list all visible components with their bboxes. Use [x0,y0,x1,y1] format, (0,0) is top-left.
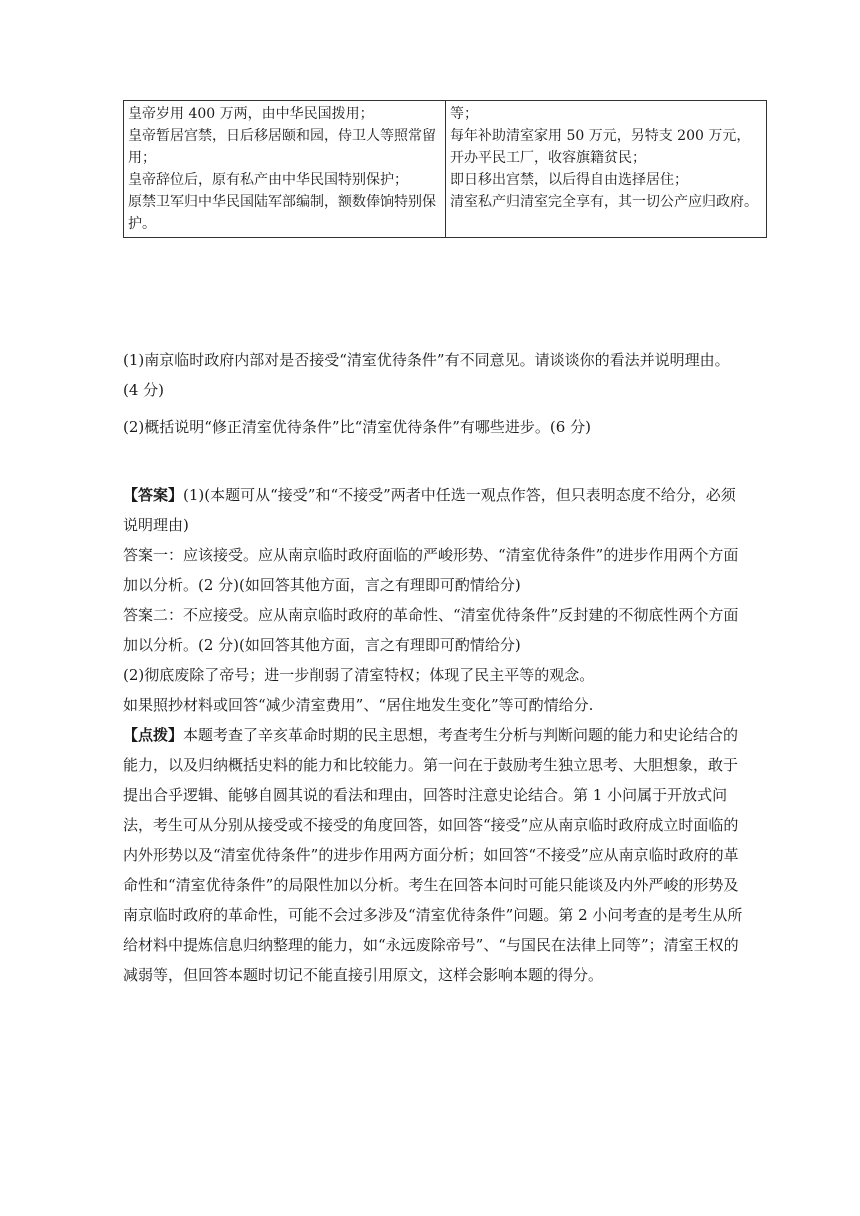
answer-option-1: 答案一：应该接受。应从南京临时政府面临的严峻形势、“清室优待条件”的进步作用两个方面加以分析。(2 分)(如回答其他方面，言之有理即可酌情给分) [123,546,739,594]
table-line: 皇帝暂居宫禁，日后移居颐和园，侍卫人等照常留用； [128,128,436,166]
answer-intro [123,480,743,540]
comment-section [123,720,743,990]
comment-text: 本题考查了辛亥革命时期的民主思想，考查考生分析与判断问题的能力和史论结合的能力，以及归纳概括史料的能力和比较能力。第一问在于鼓励考生独立思考、大胆想象，敢于提出合乎逻辑、能够自圆其说的看法和理由，回答时注意史论结合。第 1 小问属于开放式问法，考生可从分别从接受或不接受的角度回答，如回答“接受”应从南京临时政府成立时面临的内外形势以及“清室优待条件”的进步作用两方面分析；如回答“不接受”应从南京临时政府的革命性和“清室优待条件”的局限性加以分析。考生在回答本问时可能只能谈及内外严峻的形势及南京临时政府的革命性，可能不会过多涉及“清室优待条件”问题。第 2 小问考查的是考生从所给材料中提炼信息归纳整理的能力，如“永远废除帝号”、“与国民在法律上同等”；清室王权的减弱等，但回答本题时切记不能直接引用原文，这样会影响本题的得分。 [123,726,743,984]
answer-label: 【答案】 [123,486,184,504]
table-row [124,101,767,238]
left-cell [124,101,446,238]
table-line: 皇帝辞位后，原有私产由中华民国特别保护； [128,172,408,188]
table-line: 原禁卫军归中华民国陆军部编制，额数俸饷特别保护。 [128,194,436,232]
answer-option-2: 答案二：不应接受。应从南京临时政府的革命性、“清室优待条件”反封建的不彻底性两个方面加以分析。(2 分)(如回答其他方面，言之有理即可酌情给分) [123,606,739,654]
answer-part-2: (2)彻底废除了帝号；进一步削弱了清室特权；体现了民主平等的观念。 [123,666,595,684]
comment-label: 【点拨】 [123,726,184,744]
table-line: 即日移出宫禁，以后得自由选择居住； [450,172,688,188]
answer-section [123,480,743,990]
answer-note: 如果照抄材料或回答“减少清室费用”、“居住地发生变化”等可酌情给分. [123,696,594,714]
right-cell [446,101,767,238]
answer-intro-text: (1)(本题可从“接受”和“不接受”两者中任选一观点作答，但只表明态度不给分，必须说明理由) [123,486,736,534]
table-line: 清室私产归清室完全享有，其一切公产应归政府。 [450,194,758,210]
table-line: 皇帝岁用 400 万两，由中华民国拨用； [128,106,374,122]
question-1: (1)南京临时政府内部对是否接受“清室优待条件”有不同意见。请谈谈你的看法并说明理由。(4 分) [123,351,730,399]
question-2: (2)概括说明“修正清室优待条件”比“清室优待条件”有哪些进步。(6 分) [123,418,591,436]
comparison-table [123,100,767,238]
table-line: 等； [450,106,478,122]
table-line: 每年补助清室家用 50 万元，另特支 200 万元，开办平民工厂，收容旗籍贫民； [450,128,751,166]
